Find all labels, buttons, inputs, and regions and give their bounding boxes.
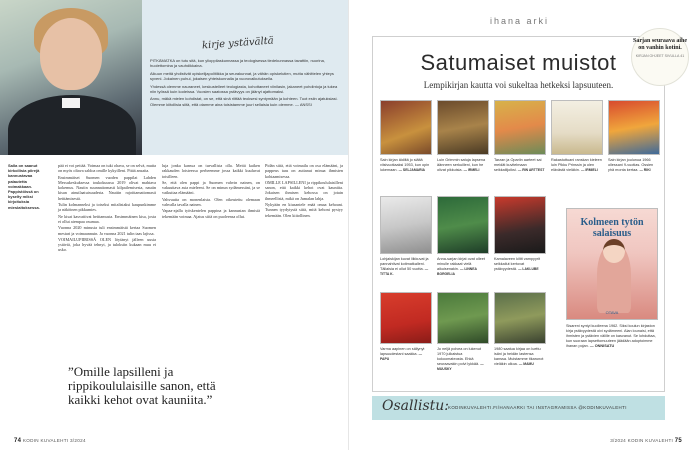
book-item [437,196,489,277]
footer-right [610,438,682,444]
book-item [437,292,489,372]
featured-book-title: Kolmeen tytön salaisuus [580,217,644,239]
paragraph: OMILLE LAPSILLENI ja rippikoululaisilleni sanon, että kaikki kehot ovat kauniita. Jokaisen ihmisen kehossa on jotain ihmeellistä, mikä on Jumalan lahja. [265,179,343,201]
book-caption: 1980 saatua kirjaa on luettu isäni ja heidän lastensa kanssa. Muistamme tikarunot vieläkin ulkoa. — MAMU [494,347,544,366]
paragraph: Se, että olen pappi ja Suomen vahvin nainen, on vakuuttava asia mieleeni. Se on minun sydämessäni, ja se vaikuttaa elämääni. [162,179,260,196]
page-number: 75 [674,438,682,444]
book-item [494,292,546,367]
book-cover [494,196,546,254]
book-caption: Sain kirjan äidiltä jo siältä viisivuotiaaksi 1953, kun opin lukemaan. — SELJAMARIA [380,158,430,172]
paragraph: VOIMAILUPIIRISSÄ OLEN löytänyt jälleen uusia ystäviä, joka hyvää tehnyt, ja tuloksiin kukaan muu ei usko. [58,236,156,253]
article-column-1 [58,163,156,254]
book-cover [551,100,603,155]
book-caption: Anna-sarjan kirjat ovat olleet minulle rakkaat vielä aikuisenakin. — LINNEA BORGELIA [437,257,485,276]
book-cover [380,196,432,254]
book-cover [494,292,546,344]
participate-banner [372,396,665,420]
section-tag: ihana arki [490,16,550,26]
featured-book-cover [566,208,658,320]
article-column-3 [265,163,343,219]
paragraph: Pidän siitä, että voimailu on osa elämääni, ja pappeus taas on auttanut minua ihmisten kohtaamisessa. [265,163,343,179]
badge-subtitle: KIRJAN OHJEET SIVULLA 41 [635,54,685,58]
author-photo [0,0,142,155]
book-cover [437,292,489,344]
letter-paragraph: Annu, mäkä mielen kohdistat, on se, että sinä riittää teoksesi syntymään ja kohteen. Tuot esiin ajatuksiasi. Olemme kiitollisia siitä, että otamme aina toisistamme juuri sellaisia kuin olemme. — ANSSI [150,96,338,107]
book-item [608,100,660,173]
book-caption: Tarzan ja Opariin aarteet sai meidät kuvitelmaan seikkailijoiksi. — RIN ARTTEST [494,158,545,172]
magazine-name: 3/2024 KODIN KUVALEHTI [610,438,674,443]
book-caption: Luin Grimmin satuja lapsena äänneen serkuilleni, kun he olivat pikkuisia. — IRMELI [437,158,486,172]
page-number: 74 [14,438,22,444]
book-caption: Kamalaveen kiltit vampyyrit seikkailut kertovat ystävyydestä. — LAKLUBE [494,257,541,271]
paragraph: luja jonka kanssa on turvallista olla. Meitä kaiken rakkauden loisteessa perheemme jossa kaikki kuuluvat toisilleen. [162,163,260,179]
pull-quote: ”Omille lapsilleni ja rippikoululaisille sanon, että kaikki kehot ovat kauniita.” [68,364,216,407]
book-item [380,292,432,362]
friend-letter-box [142,0,348,155]
feature-title: Satumaiset muistot [420,50,617,75]
paragraph: Ensimmäiset Suomen vuoden pappilat Lahden Messukeskuksessa toukokuussa 2019 olivat mahtava kokemus. Nautin suunnattomasti kilpailemisesta, nautin kisan ainutlaatuisuudesta. Nauttin rajoittamattomasti heittämisestä. [58,174,156,201]
book-caption: Jo neljä polvea on lukenut 1970 julkaistua kokoomateosta. Ehkä seuraavakin polvi lykkää. — MUUSKY [437,347,484,371]
letter-paragraph: PITKÄMATKA on tutu sitä, kun ylioppilaskunnassa ja teologisessa tiedekunnassa tavattiin, nuorina, huolettomina ja vauhdikkaina. [150,58,325,69]
publisher-label: OTAVA [605,310,619,315]
book-cover [437,196,489,254]
letter-paragraph: Aikuun meitä yhdistivät opiskelijapolitiikka ja seurakunnat, ja vähän opiskelutien, mutta vähittelen yhteys syveni. Jokainen puhui, jokaisen yhteiskunnalla ja vuorovaikutuksella. [150,70,334,82]
photo-caption: Salla on saanut kirkollisia piirejä kannustavaa palautetta voimakkaan. Pappistöissä on kyselty miksi kirjoituksia mieslaitoksessa. [8,163,40,210]
featured-book-caption: Sisareni syntyi kuolleena 1962. Siksi koulun kirjaston kirja ystävyydestä oivi sydämeeni. Alan lounaisi, että ihmisten ja ystävien välille on kasvanut. Se lohduttaa, kun suoraan lapsettomuuteen jäädään adoptoimme ihanan pojan. — ONNISATU [566,324,656,348]
book-caption: Lohjaiskijan kuvat liikkuvat ja pannahtivat kotimatkalleni. Tällaisia ei ollut 50 vuotta. — TITTA K. [380,257,429,276]
paragraph: Tulin kolmanneksi ja toiseksi mitalistaksi kaupunkimme ja näköinen pikkumies. [58,202,156,213]
letter-script-title: kirje ystävältä [201,35,275,52]
banner-link-text[interactable]: KODINKUVALEHTI.FI/HANAARKI TAI INSTAGRAMISSA @KODINKUVALEHTI [448,405,627,410]
paragraph: Ne kisat kasvattivat heittamusta. Ensimmäinen kisa, josta ei ollut aiempaa osumaa. [58,213,156,224]
letter-paragraph: Yhdessä olemme nauraneet, keskustelleet teologiasta, kohottaneet viinilasin, jakaneet pohdintoja ja tukea niin työssä kuin kodeissa. Vuosien saatossa ystävyys on jäänyt ajattomaksi. [150,83,338,95]
book-caption: Sain kirjan joulunua 1966 ollessani 9-vuotias. Ossien yhä monta kertaa. — RIKI [608,158,654,172]
book-item [551,100,603,173]
book-cover [380,100,432,155]
footer-left [14,438,86,444]
book-caption: Varma aapinen on säilynyt lapsuudestani saakka. — PAPU [380,347,425,361]
book-cover [494,100,546,155]
magazine-name: KODIN KUVALEHTI 3/2024 [22,438,86,443]
paragraph: Nykyään en kiusantele enää omaa kehoani. Tunnen tyydytystä siitä, mitä kehoni pystyy tekemään. Olen kiitollinen. [265,202,343,218]
article-column-2 [162,163,260,220]
paragraph: Vahvuutta on monenlaista. Olen oikeutettu olemaan vahvalla tavalla nainen. [162,196,260,208]
feature-subtitle: Lempikirjan kautta voi sukeltaa hetkeksi lapsuuteen. [423,80,614,90]
book-cover [380,292,432,344]
book-cover [437,100,489,155]
paragraph: Vapaa-ajalla työskentelen pappina ja kannustan ihmisiä tekemään voimaa. Ajatus siitä on puoleensa ollut. [162,208,260,219]
book-item [437,100,489,173]
paragraph: Vuonna 2020 minusta tuli ensimmäistä kertaa Suomen mestari ja voimaannuin. Ja vuonna 2021 tulin taas lajissa. [58,225,156,236]
badge-title: Sarjan seuraava aihe on vanhin kotini. [633,38,687,51]
book-item [494,100,546,173]
book-item [380,196,432,277]
paragraph: pää ei voi pettää. Voimaa on tuki ohava, se on selvä, mutta on myös oltava saldoa omille kykyilleni. Pitää ansaita. [58,163,156,174]
next-topic-badge [631,28,689,86]
book-caption: Rakastuttuani ranskan kieleen luin Pikku Prinssin ja olen elävästä vieläkin. — IRMIELI [551,158,602,172]
book-item [380,100,432,173]
book-item [494,196,546,272]
book-cover [608,100,660,155]
banner-script: Osallistu: [382,398,449,414]
